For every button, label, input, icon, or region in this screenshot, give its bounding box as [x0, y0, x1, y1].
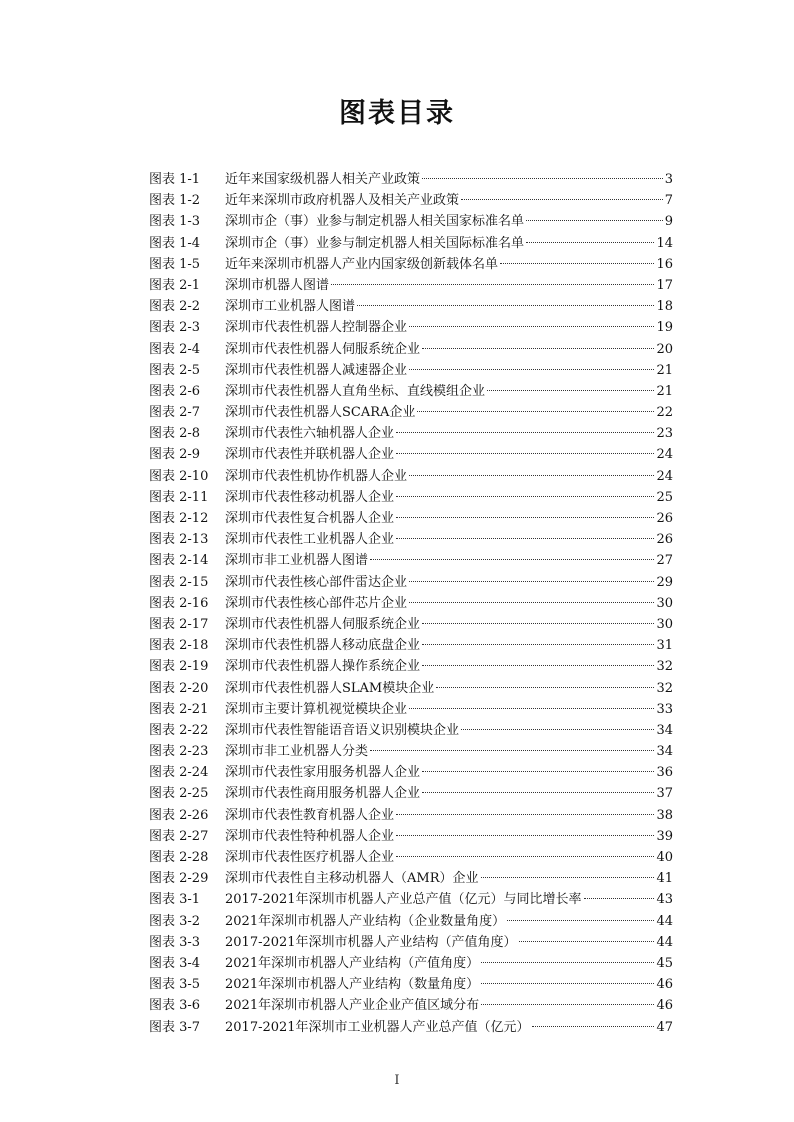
toc-entry[interactable]	[149, 444, 673, 465]
toc-entry-text: 深圳市代表性六轴机器人企业	[225, 426, 395, 442]
toc-entry-label: 图表 2-17	[149, 616, 209, 632]
toc-entry-page: 26	[656, 511, 673, 526]
toc-entry-page: 19	[656, 320, 673, 336]
toc-entry-page: 9	[664, 214, 673, 230]
toc-entry[interactable]	[149, 805, 673, 826]
toc-leader-dots	[500, 263, 654, 264]
toc-entry-text: 深圳市代表性机器人移动底盘企业	[225, 638, 421, 654]
toc-entry[interactable]	[149, 826, 673, 847]
toc-entry-page: 22	[656, 405, 673, 421]
toc-entry[interactable]	[149, 317, 673, 338]
toc-entry-page: 20	[656, 341, 673, 357]
toc-leader-dots	[584, 898, 655, 899]
toc-entry-label: 图表 2-7	[149, 405, 201, 421]
toc-leader-dots	[409, 475, 654, 476]
toc-entry-page: 32	[656, 659, 673, 675]
toc-entry-label: 图表 3-7	[149, 1019, 201, 1035]
toc-entry-text: 深圳市代表性机器人控制器企业	[225, 320, 408, 336]
toc-entry[interactable]	[149, 932, 673, 953]
toc-entry[interactable]	[149, 169, 673, 190]
toc-entry-page: 3	[664, 172, 673, 187]
toc-entry-page: 14	[656, 235, 673, 251]
toc-entry[interactable]	[149, 254, 673, 275]
toc-leader-dots	[396, 856, 654, 857]
toc-entry-text: 深圳市代表性复合机器人企业	[225, 511, 395, 526]
toc-entry-label: 图表 2-8	[149, 426, 201, 442]
page-title: 图表目录	[339, 98, 455, 129]
page-number: I	[394, 1073, 400, 1088]
toc-entry-page: 24	[656, 468, 673, 484]
toc-entry-label: 图表 3-3	[149, 934, 201, 950]
toc-entry-label: 图表 2-5	[149, 362, 201, 378]
toc-entry-label: 图表 3-2	[149, 913, 201, 929]
toc-entry[interactable]	[149, 678, 673, 699]
toc-leader-dots	[409, 581, 654, 582]
toc-entry[interactable]	[149, 275, 673, 296]
toc-entry-label: 图表 2-26	[149, 807, 209, 823]
toc-entry-text: 深圳市代表性教育机器人企业	[225, 807, 395, 823]
toc-leader-dots	[396, 453, 654, 454]
toc-entry-page: 37	[656, 786, 673, 802]
toc-entry-page: 30	[656, 616, 673, 632]
toc-entry[interactable]	[149, 995, 673, 1016]
toc-leader-dots	[507, 920, 654, 921]
toc-leader-dots	[526, 242, 654, 243]
toc-entry[interactable]	[149, 233, 673, 254]
toc-entry-page: 34	[656, 744, 673, 760]
toc-entry-label: 图表 2-29	[149, 871, 209, 887]
toc-leader-dots	[481, 877, 655, 878]
toc-entry[interactable]	[149, 635, 673, 656]
toc-entry-text: 深圳市工业机器人图谱	[225, 299, 356, 315]
toc-leader-dots	[526, 220, 663, 221]
toc-entry-page: 46	[656, 998, 673, 1014]
toc-leader-dots	[532, 1026, 655, 1027]
toc-leader-dots	[331, 284, 654, 285]
toc-entry-label: 图表 2-27	[149, 828, 209, 844]
toc-entry-page: 7	[664, 193, 673, 209]
toc-entry-page: 43	[656, 892, 673, 908]
toc-entry-label: 图表 2-1	[149, 277, 201, 293]
toc-entry[interactable]	[149, 911, 673, 932]
toc-leader-dots	[422, 771, 654, 772]
toc-entry[interactable]	[149, 1017, 673, 1038]
toc-leader-dots	[422, 178, 663, 179]
toc-entry[interactable]	[149, 508, 673, 529]
toc-entry-label: 图表 2-14	[149, 553, 209, 569]
toc-entry[interactable]	[149, 699, 673, 720]
toc-entry-label: 图表 2-3	[149, 320, 201, 336]
toc-entry-page: 32	[656, 680, 673, 696]
toc-entry-text: 深圳市代表性核心部件芯片企业	[225, 595, 408, 611]
toc-leader-dots	[396, 814, 654, 815]
toc-entry[interactable]	[149, 889, 673, 910]
toc-entry-page: 27	[656, 553, 673, 569]
toc-entry-label: 图表 2-23	[149, 744, 209, 760]
toc-entry-label: 图表 2-16	[149, 595, 209, 611]
toc-entry[interactable]	[149, 847, 673, 868]
toc-entry-label: 图表 2-19	[149, 659, 209, 675]
toc-entry-label: 图表 3-6	[149, 998, 201, 1014]
toc-entry-text: 2021年深圳市机器人产业结构（数量角度）	[225, 977, 480, 993]
toc-entry-text: 2017-2021年深圳市机器人产业结构（产值角度）	[225, 934, 517, 950]
toc-entry-text: 深圳市代表性机器人SCARA企业	[225, 405, 416, 421]
toc-entry-page: 45	[656, 955, 673, 971]
toc-entry-text: 近年来深圳市政府机器人及相关产业政策	[225, 193, 460, 209]
toc-entry-page: 30	[656, 595, 673, 611]
toc-entry-text: 深圳市代表性机器人操作系统企业	[225, 659, 421, 675]
toc-entry[interactable]	[149, 529, 673, 550]
toc-entry-label: 图表 1-2	[149, 193, 201, 209]
toc-entry-label: 图表 2-6	[149, 383, 201, 399]
toc-entry-page: 29	[656, 574, 673, 590]
toc-leader-dots	[519, 941, 655, 942]
toc-entry-label: 图表 2-2	[149, 299, 201, 315]
toc-entry-text: 深圳市代表性机器人伺服系统企业	[225, 341, 421, 357]
toc-entry[interactable]	[149, 211, 673, 232]
toc-entry-page: 39	[656, 828, 673, 844]
toc-entry-page: 44	[656, 934, 673, 950]
toc-leader-dots	[481, 962, 654, 963]
toc-entry-label: 图表 2-4	[149, 341, 201, 357]
toc-entry-text: 深圳市代表性机协作机器人企业	[225, 468, 408, 484]
toc-entry[interactable]	[149, 572, 673, 593]
toc-entry[interactable]	[149, 868, 673, 889]
toc-entry-page: 16	[656, 256, 673, 272]
toc-leader-dots	[370, 750, 654, 751]
toc-entry-text: 深圳市代表性机器人减速器企业	[225, 362, 408, 378]
toc-leader-dots	[481, 1004, 654, 1005]
toc-entry[interactable]	[149, 550, 673, 571]
toc-entry-label: 图表 3-5	[149, 977, 201, 993]
toc-entry-label: 图表 1-5	[149, 256, 201, 272]
toc-entry[interactable]	[149, 402, 673, 423]
toc-entry-text: 深圳市代表性核心部件雷达企业	[225, 574, 408, 590]
toc-entry-text: 2017-2021年深圳市工业机器人产业总产值（亿元）	[225, 1019, 530, 1035]
toc-entry[interactable]	[149, 974, 673, 995]
toc-entry-text: 2021年深圳市机器人产业结构（企业数量角度）	[225, 913, 506, 929]
table-of-figures	[149, 169, 673, 1038]
toc-entry-page: 41	[656, 871, 673, 887]
toc-entry-text: 深圳市代表性商用服务机器人企业	[225, 786, 421, 802]
toc-entry[interactable]	[149, 720, 673, 741]
toc-entry[interactable]	[149, 741, 673, 762]
toc-entry-label: 图表 2-21	[149, 701, 209, 717]
toc-entry-label: 图表 3-1	[149, 892, 201, 908]
toc-leader-dots	[422, 644, 654, 645]
toc-leader-dots	[409, 602, 654, 603]
toc-entry-page: 40	[656, 850, 673, 865]
toc-entry-text: 深圳市代表性机器人直角坐标、直线模组企业	[225, 383, 486, 399]
toc-entry-text: 近年来深圳市机器人产业内国家级创新载体名单	[225, 256, 499, 272]
toc-entry-page: 26	[656, 532, 673, 548]
toc-entry[interactable]	[149, 762, 673, 783]
toc-entry-text: 深圳市代表性并联机器人企业	[225, 447, 395, 463]
toc-entry-text: 深圳市代表性自主移动机器人（AMR）企业	[225, 871, 479, 887]
toc-leader-dots	[487, 390, 654, 391]
toc-entry-text: 深圳市非工业机器人分类	[225, 744, 369, 760]
toc-entry[interactable]	[149, 360, 673, 381]
toc-entry-page: 18	[656, 299, 673, 315]
toc-leader-dots	[422, 792, 654, 793]
toc-entry-page: 33	[656, 701, 673, 717]
toc-entry-page: 46	[656, 977, 673, 993]
toc-entry-page: 25	[656, 489, 673, 505]
toc-entry-text: 深圳市机器人图谱	[225, 277, 330, 293]
toc-leader-dots	[396, 432, 654, 433]
toc-entry-label: 图表 2-22	[149, 722, 209, 738]
toc-entry[interactable]	[149, 466, 673, 487]
toc-leader-dots	[481, 983, 654, 984]
toc-entry-label: 图表 2-10	[149, 468, 209, 484]
toc-leader-dots	[409, 326, 654, 327]
toc-entry-text: 深圳市企（事）业参与制定机器人相关国际标准名单	[225, 235, 525, 251]
toc-entry-page: 23	[656, 426, 673, 442]
toc-entry-label: 图表 1-4	[149, 235, 201, 251]
toc-entry-text: 深圳市代表性医疗机器人企业	[225, 850, 395, 865]
toc-entry-label: 图表 2-11	[149, 489, 209, 505]
toc-entry-page: 44	[656, 913, 673, 929]
toc-entry-label: 图表 2-15	[149, 574, 209, 590]
toc-entry-label: 图表 2-24	[149, 765, 209, 781]
toc-entry-page: 36	[656, 765, 673, 781]
toc-entry[interactable]	[149, 381, 673, 402]
toc-leader-dots	[422, 665, 654, 666]
toc-entry-text: 2021年深圳市机器人产业企业产值区域分布	[225, 998, 480, 1014]
toc-entry[interactable]	[149, 656, 673, 677]
toc-entry-text: 深圳市非工业机器人图谱	[225, 553, 369, 569]
toc-entry[interactable]	[149, 614, 673, 635]
toc-entry[interactable]	[149, 423, 673, 444]
toc-entry[interactable]	[149, 783, 673, 804]
toc-entry-text: 2021年深圳市机器人产业结构（产值角度）	[225, 955, 480, 971]
toc-entry-text: 深圳市代表性家用服务机器人企业	[225, 765, 421, 781]
toc-entry[interactable]	[149, 339, 673, 360]
toc-entry-label: 图表 2-20	[149, 680, 209, 696]
toc-entry-text: 近年来国家级机器人相关产业政策	[225, 172, 421, 187]
toc-leader-dots	[422, 623, 654, 624]
toc-entry-text: 深圳市代表性机器人伺服系统企业	[225, 616, 421, 632]
toc-entry-label: 图表 2-13	[149, 532, 209, 548]
toc-leader-dots	[357, 305, 654, 306]
toc-entry-label: 图表 1-3	[149, 214, 201, 230]
toc-leader-dots	[370, 559, 654, 560]
toc-entry-page: 34	[656, 722, 673, 738]
toc-leader-dots	[396, 517, 654, 518]
toc-entry[interactable]	[149, 296, 673, 317]
toc-entry-page: 31	[656, 638, 673, 654]
toc-leader-dots	[396, 496, 654, 497]
toc-leader-dots	[461, 729, 654, 730]
toc-leader-dots	[436, 687, 654, 688]
toc-entry[interactable]	[149, 190, 673, 211]
toc-entry-text: 深圳市代表性移动机器人企业	[225, 489, 395, 505]
toc-entry-page: 24	[656, 447, 673, 463]
toc-entry-text: 深圳市代表性机器人SLAM模块企业	[225, 680, 435, 696]
toc-entry-label: 图表 1-1	[149, 172, 201, 187]
toc-entry-text: 深圳市代表性工业机器人企业	[225, 532, 395, 548]
toc-entry-page: 47	[656, 1019, 673, 1035]
toc-entry-label: 图表 3-4	[149, 955, 201, 971]
toc-entry[interactable]	[149, 487, 673, 508]
toc-entry-page: 21	[656, 383, 673, 399]
toc-entry-page: 17	[656, 277, 673, 293]
toc-entry-text: 深圳市代表性智能语音语义识别模块企业	[225, 722, 460, 738]
toc-entry-label: 图表 2-9	[149, 447, 201, 463]
toc-entry-label: 图表 2-28	[149, 850, 209, 865]
toc-leader-dots	[417, 411, 654, 412]
toc-entry-page: 38	[656, 807, 673, 823]
toc-leader-dots	[461, 199, 663, 200]
toc-leader-dots	[409, 708, 654, 709]
toc-entry-label: 图表 2-18	[149, 638, 209, 654]
toc-entry-page: 21	[656, 362, 673, 378]
toc-entry-text: 深圳市企（事）业参与制定机器人相关国家标准名单	[225, 214, 525, 230]
toc-leader-dots	[422, 348, 654, 349]
toc-entry-label: 图表 2-12	[149, 511, 209, 526]
toc-entry-label: 图表 2-25	[149, 786, 209, 802]
toc-leader-dots	[396, 538, 654, 539]
toc-entry-text: 深圳市代表性特种机器人企业	[225, 828, 395, 844]
toc-entry-text: 深圳市主要计算机视觉模块企业	[225, 701, 408, 717]
toc-leader-dots	[396, 835, 654, 836]
toc-entry[interactable]	[149, 593, 673, 614]
toc-entry-text: 2017-2021年深圳市机器人产业总产值（亿元）与同比增长率	[225, 892, 582, 908]
toc-leader-dots	[409, 369, 654, 370]
toc-entry[interactable]	[149, 953, 673, 974]
